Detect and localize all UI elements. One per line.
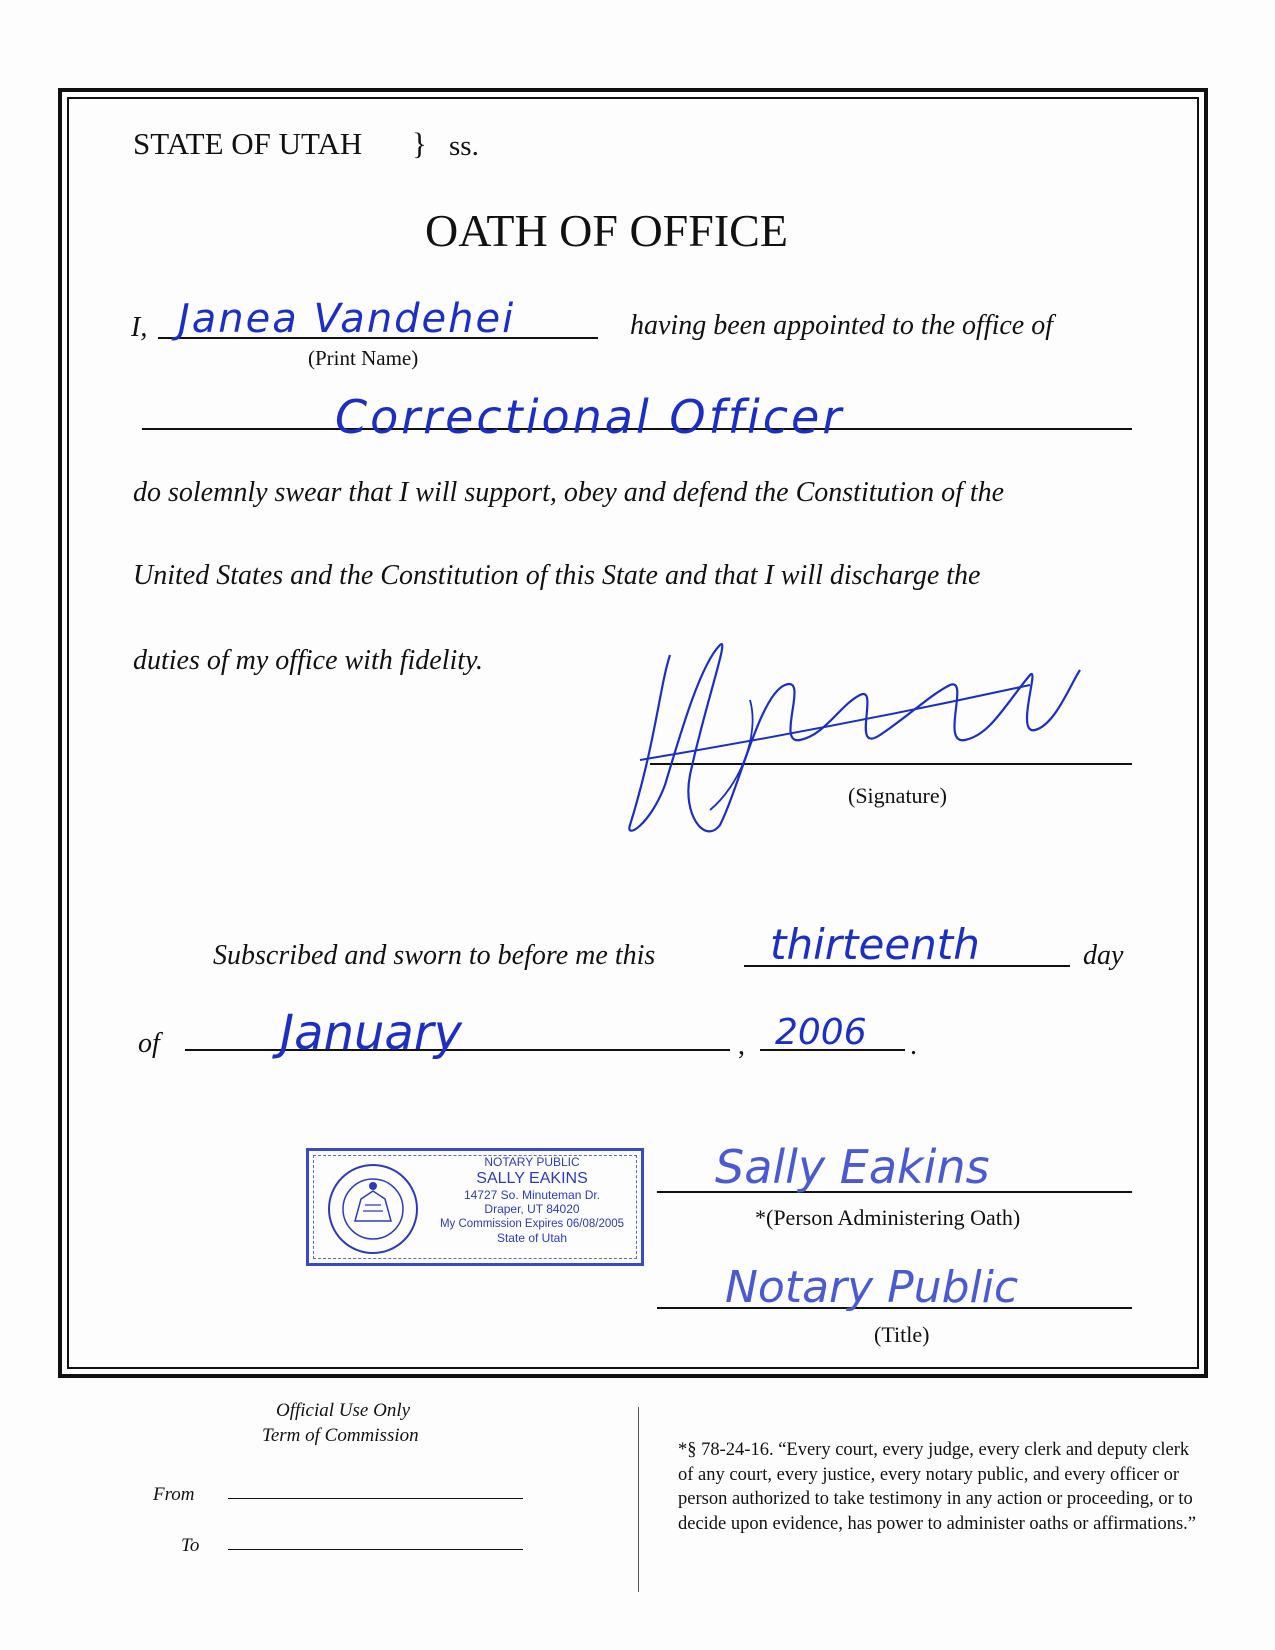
year-value: 2006 [775, 1012, 867, 1053]
of-word: of [138, 1028, 160, 1059]
official-use-heading: Official Use Only [276, 1400, 411, 1421]
stamp-line-3: 14727 So. Minuteman Dr. [463, 1187, 601, 1202]
print-name-caption: (Print Name) [308, 346, 419, 370]
office-value: Correctional Officer [335, 390, 845, 444]
print-name-value: Janea Vandehei [178, 296, 516, 342]
from-line [228, 1498, 523, 1499]
stamp-line-1: NOTARY PUBLIC [484, 1155, 580, 1169]
to-label: To [181, 1535, 200, 1556]
oath-line-1: do solemnly swear that I will support, obey and defend the Constitution of the [133, 477, 1005, 508]
state-label: STATE OF UTAH [133, 126, 363, 161]
officer-signature-drawing [610, 625, 1130, 855]
year-period: . [910, 1030, 917, 1061]
signature-caption: (Signature) [848, 783, 947, 808]
notary-stamp [306, 1148, 644, 1266]
subscribed-text: Subscribed and sworn to before me this [213, 940, 656, 971]
footer-divider [638, 1407, 639, 1592]
month-value: January [280, 1005, 462, 1061]
title-caption: (Title) [874, 1322, 930, 1347]
from-label: From [153, 1484, 195, 1505]
statute-footnote: *§ 78-24-16. “Every court, every judge, every clerk and deputy clerk of any court, every justice, every notary public, and every officer or person authorized to take testimony in any action or proceeding, or to decide upon evidence, has power to administer oaths or affirmations.” [678, 1440, 1197, 1534]
brace-symbol: } [412, 126, 427, 161]
ss-label: ss. [449, 130, 479, 162]
page-title: OATH OF OFFICE [425, 205, 788, 256]
term-of-commission-heading: Term of Commission [262, 1425, 419, 1446]
day-word: day [1083, 940, 1124, 971]
stamp-line-2: SALLY EAKINS [476, 1169, 588, 1187]
administrator-caption: *(Person Administering Oath) [755, 1205, 1021, 1230]
stamp-line-6: State of Utah [496, 1231, 568, 1245]
month-comma: , [738, 1030, 745, 1061]
oath-line-2: United States and the Constitution of this State and that I will discharge the [133, 560, 981, 591]
oath-line-3: duties of my office with fidelity. [133, 645, 483, 676]
i-prefix: I, [131, 312, 148, 343]
appointed-text: having been appointed to the office of [630, 310, 1054, 341]
title-value: Notary Public [725, 1262, 1019, 1313]
day-value: thirteenth [770, 920, 980, 969]
administrator-signature: Sally Eakins [715, 1140, 990, 1194]
state-seal-icon [325, 1161, 421, 1257]
to-line [228, 1549, 523, 1550]
stamp-line-5: My Commission Expires 06/08/2005 [439, 1217, 625, 1230]
stamp-line-4: Draper, UT 84020 [484, 1202, 580, 1216]
